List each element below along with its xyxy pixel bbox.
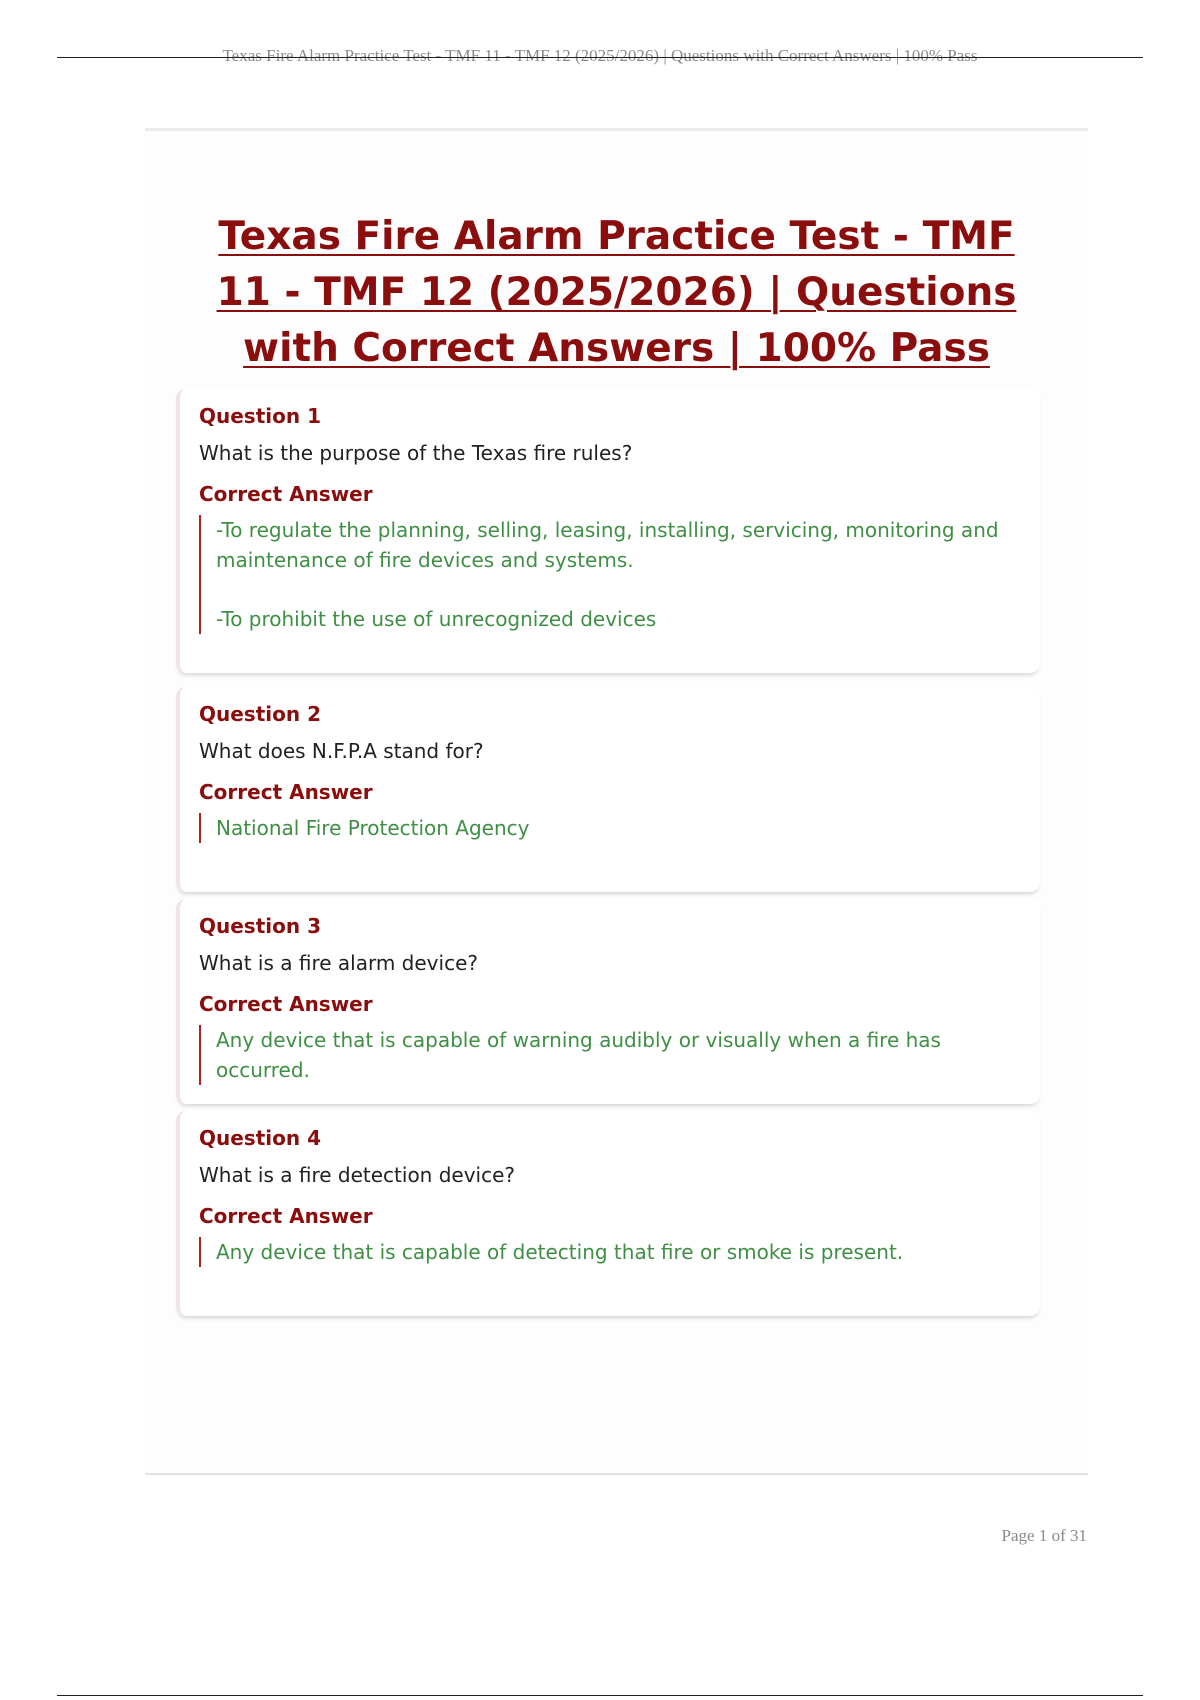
header-rule	[57, 57, 1143, 58]
answer-paragraph: National Fire Protection Agency	[216, 816, 530, 840]
question-label: Question 3	[199, 914, 321, 938]
footer-rule	[57, 1695, 1143, 1696]
question-block	[176, 899, 1040, 1104]
question-label: Question 4	[199, 1126, 321, 1150]
answer-paragraph: Any device that is capable of warning audibly or visually when a fire has occurred.	[216, 1028, 941, 1082]
question-block	[176, 687, 1040, 892]
question-block	[176, 1111, 1040, 1316]
answer-label: Correct Answer	[199, 482, 373, 506]
answer-label: Correct Answer	[199, 992, 373, 1016]
document-title: Texas Fire Alarm Practice Test - TMF 11 - TMF 12 (2025/2026) | Questions with Correct Answers | 100% Pass	[216, 214, 1017, 371]
question-text: What is a fire alarm device?	[199, 951, 478, 975]
answer-text	[199, 813, 1020, 843]
answer-label: Correct Answer	[199, 780, 373, 804]
running-header: Texas Fire Alarm Practice Test - TMF 11 - TMF 12 (2025/2026) | Questions with Correct Answers | 100% Pass	[222, 46, 978, 65]
answer-text	[199, 1025, 1020, 1085]
question-label: Question 1	[199, 404, 321, 428]
question-block	[176, 389, 1040, 673]
answer-text	[199, 1237, 1020, 1267]
page-number: Page 1 of 31	[1001, 1526, 1087, 1545]
answer-paragraph: Any device that is capable of detecting that fire or smoke is present.	[216, 1240, 904, 1264]
answer-label: Correct Answer	[199, 1204, 373, 1228]
question-label: Question 2	[199, 702, 321, 726]
answer-text	[199, 515, 1020, 634]
question-text: What does N.F.P.A stand for?	[199, 739, 484, 763]
answer-paragraph: -To prohibit the use of unrecognized devices	[216, 607, 657, 631]
question-text: What is a fire detection device?	[199, 1163, 516, 1187]
answer-paragraph: -To regulate the planning, selling, leasing, installing, servicing, monitoring and maintenance of fire devices and systems.	[216, 518, 999, 572]
question-text: What is the purpose of the Texas fire rules?	[199, 441, 633, 465]
